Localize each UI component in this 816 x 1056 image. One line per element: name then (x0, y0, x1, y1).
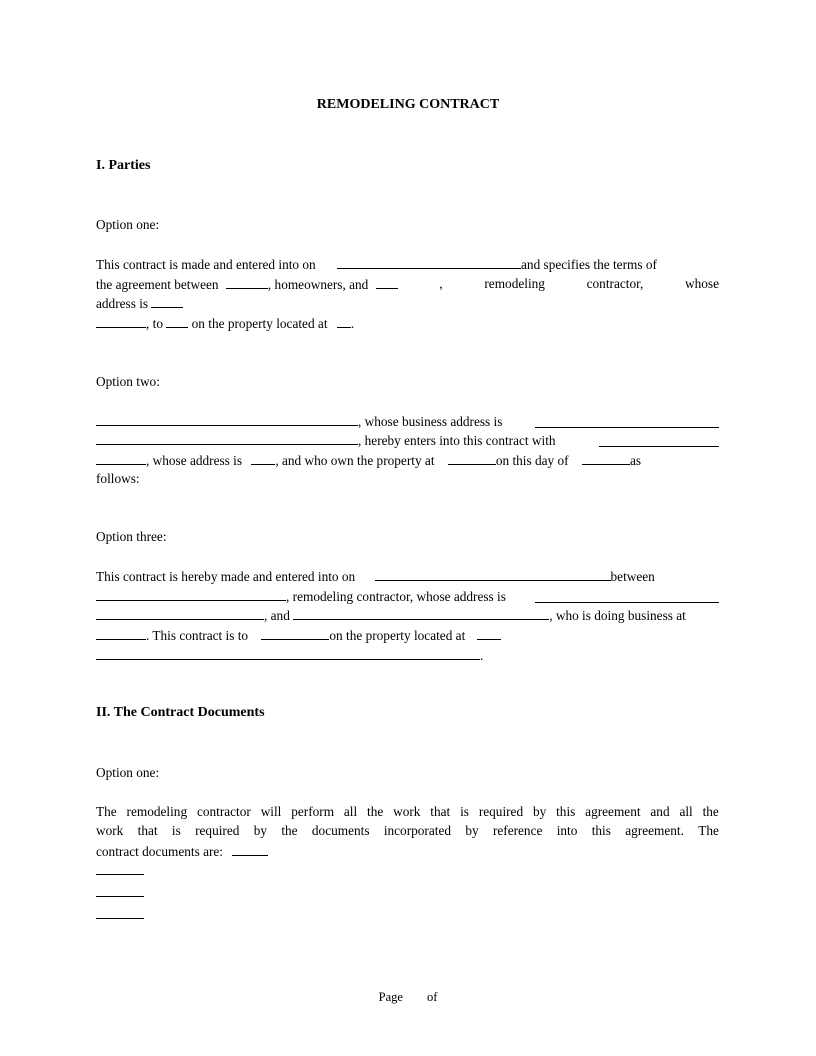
paragraph-line (96, 295, 719, 312)
of-label: of (426, 990, 438, 1004)
word: The (96, 804, 117, 819)
text: contractor, (586, 276, 644, 291)
blank-field[interactable] (96, 452, 146, 465)
document-list-item (96, 906, 719, 923)
word: the (281, 823, 298, 838)
word: that (137, 823, 158, 838)
word: all (679, 804, 693, 819)
blank-field[interactable] (96, 607, 264, 620)
word: perform (291, 804, 335, 819)
blank-field[interactable] (376, 276, 398, 289)
word: documents (311, 823, 370, 838)
word: by (465, 823, 479, 838)
blank-field[interactable] (232, 843, 268, 856)
text: This contract is made and entered into on (96, 257, 316, 272)
text: , hereby enters into this contract with (358, 433, 556, 448)
word: by (532, 804, 547, 819)
text: between (610, 569, 655, 584)
word: the (702, 804, 719, 819)
paragraph-line (96, 413, 719, 430)
blank-field[interactable] (96, 647, 480, 660)
document-title: REMODELING CONTRACT (316, 97, 500, 112)
word: agreement (585, 804, 641, 819)
text: . (350, 316, 355, 331)
text: whose (685, 276, 719, 291)
text: , and who own the property at (275, 453, 435, 468)
blank-field[interactable] (448, 452, 496, 465)
word: required (195, 823, 240, 838)
word: and (650, 804, 670, 819)
word: remodeling (126, 804, 188, 819)
blank-field[interactable] (96, 588, 286, 601)
option-label: Option one: (96, 217, 160, 232)
page-footer (0, 990, 816, 1005)
text: , remodeling contractor, whose address is (286, 589, 506, 604)
text: on this day of (495, 453, 569, 468)
paragraph-line (96, 843, 719, 860)
option-label: Option one: (96, 765, 160, 780)
word: work (96, 823, 124, 838)
blank-field[interactable] (261, 627, 329, 640)
text: , (439, 276, 443, 291)
section-heading-parties: I. Parties (96, 158, 151, 173)
text: , whose business address is (358, 414, 503, 429)
blank-field[interactable] (96, 315, 146, 328)
text: the agreement between (96, 277, 219, 292)
blank-field[interactable] (96, 432, 358, 445)
text: , to (146, 316, 163, 331)
blank-field[interactable] (337, 256, 521, 269)
blank-field[interactable] (96, 906, 144, 919)
paragraph-line (96, 568, 719, 585)
paragraph-line (96, 804, 719, 820)
text: . (480, 648, 484, 663)
word: all (343, 804, 358, 819)
paragraph-line (96, 276, 719, 293)
word: by (253, 823, 268, 838)
paragraph-line (96, 823, 719, 839)
word: that (430, 804, 451, 819)
text: address is (96, 296, 149, 311)
blank-field[interactable] (96, 627, 146, 640)
blank-field[interactable] (535, 590, 719, 603)
paragraph-line (96, 256, 719, 273)
text: and specifies the terms of (521, 257, 657, 272)
document-list-item (96, 862, 719, 879)
word: into (556, 823, 578, 838)
option-label: Option three: (96, 529, 167, 544)
text: This contract is hereby made and entered into on (96, 569, 356, 584)
word: will (260, 804, 282, 819)
section-heading-contract-documents: II. The Contract Documents (96, 705, 265, 720)
paragraph-line (96, 588, 719, 605)
blank-field[interactable] (337, 315, 351, 328)
text-group (96, 276, 398, 293)
blank-field[interactable] (293, 607, 549, 620)
option-label: Option two: (96, 374, 160, 389)
text: . This contract is to (146, 628, 249, 643)
paragraph-line (96, 647, 719, 664)
word: required (478, 804, 524, 819)
word: incorporated (383, 823, 452, 838)
blank-field[interactable] (535, 415, 719, 428)
paragraph-line (96, 315, 719, 332)
blank-field[interactable] (151, 295, 183, 308)
text: , and (264, 608, 290, 623)
text: , homeowners, and (267, 277, 369, 292)
blank-field[interactable] (226, 276, 268, 289)
blank-field[interactable] (375, 568, 611, 581)
text: on the property located at (191, 316, 328, 331)
blank-field[interactable] (166, 315, 188, 328)
text: , who is doing business at (549, 608, 686, 623)
document-list-item (96, 884, 719, 901)
word: reference (492, 823, 543, 838)
word: is (460, 804, 469, 819)
text: contract documents are: (96, 844, 224, 859)
word: the (367, 804, 384, 819)
paragraph-line (96, 607, 719, 624)
text: , whose address is (146, 453, 243, 468)
word: work (393, 804, 421, 819)
word: The (698, 823, 719, 838)
text: as (629, 453, 642, 468)
word: this (591, 823, 611, 838)
text: on the property located at (329, 628, 466, 643)
blank-field[interactable] (96, 884, 144, 897)
blank-field[interactable] (582, 452, 630, 465)
word: this (556, 804, 576, 819)
paragraph-line: follows: (96, 471, 140, 486)
word: contractor (196, 804, 251, 819)
word: agreement. (625, 823, 684, 838)
paragraph-line (96, 432, 719, 449)
text: remodeling (484, 276, 545, 291)
paragraph-line (96, 627, 719, 644)
page-label: Page (378, 990, 403, 1004)
blank-field[interactable] (477, 627, 501, 640)
word: is (171, 823, 181, 838)
blank-field[interactable] (96, 862, 144, 875)
paragraph-line (96, 452, 719, 469)
blank-field[interactable] (96, 413, 358, 426)
blank-field[interactable] (251, 452, 275, 465)
blank-field[interactable] (599, 434, 719, 447)
